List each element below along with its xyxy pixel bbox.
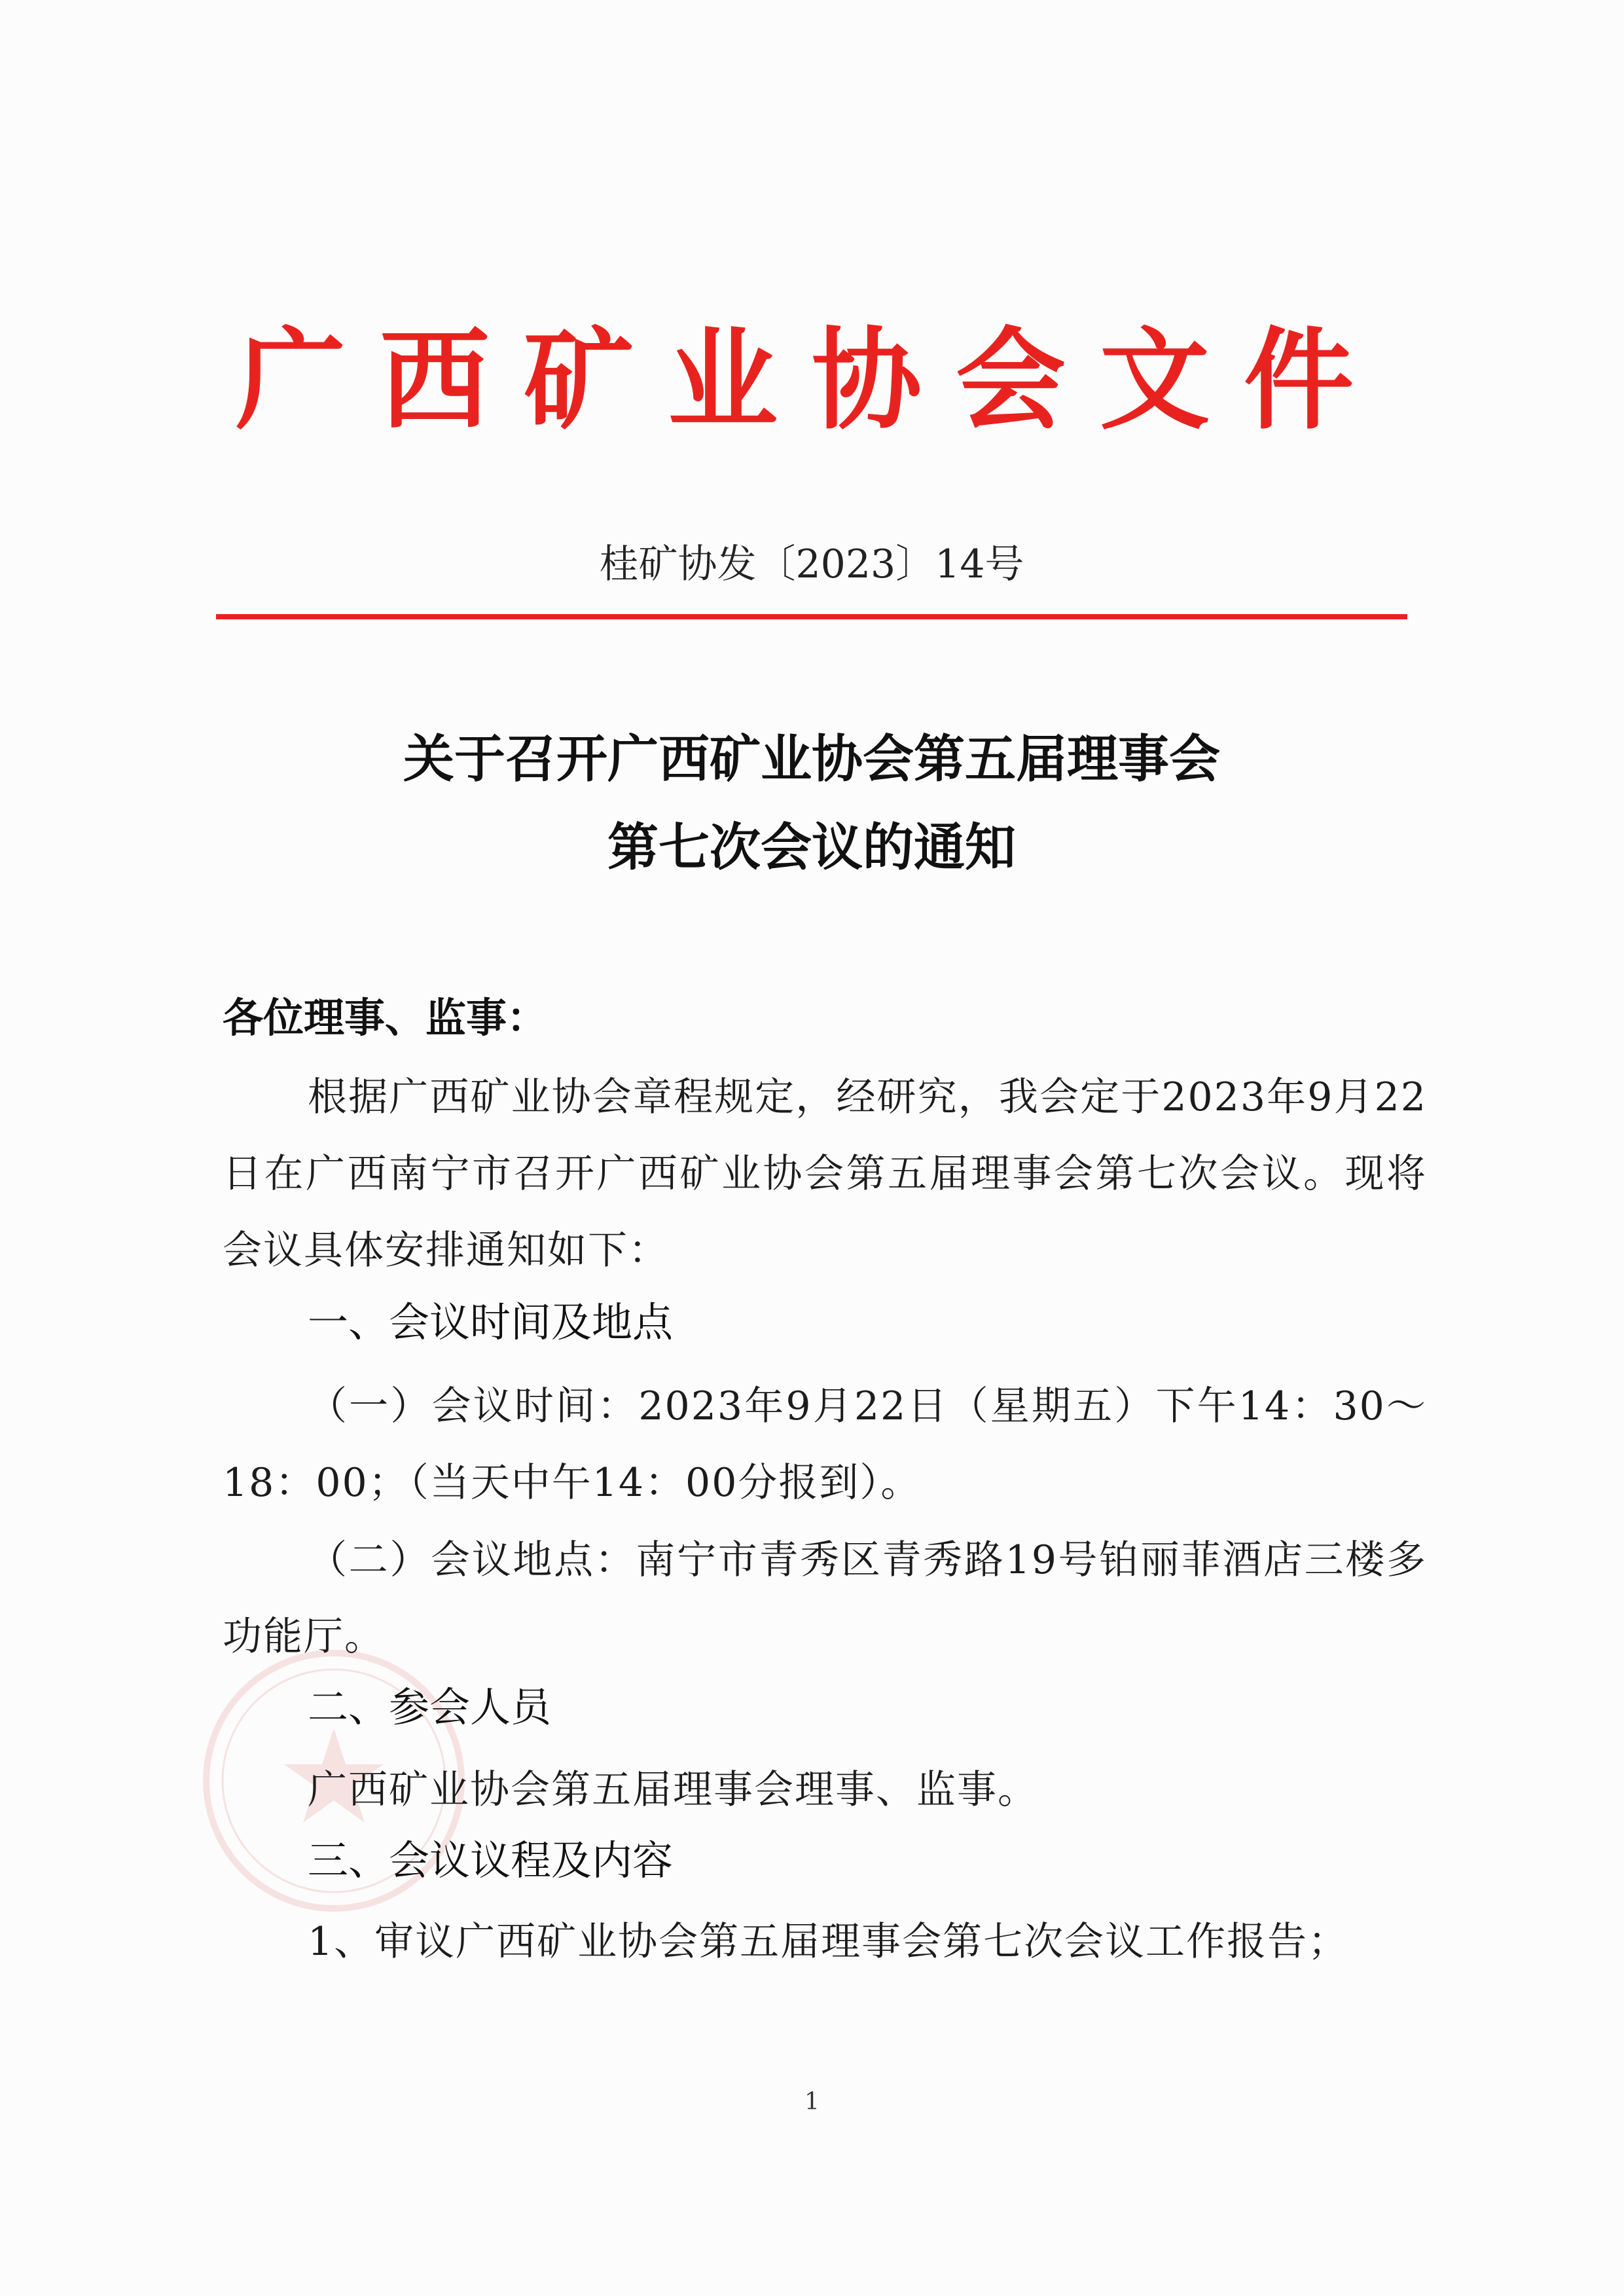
attendees-paragraph: 广西矿业协会第五届理事会理事、监事。 bbox=[308, 1767, 1038, 1813]
meeting-time-item: （一）会议时间：2023年9月22日（星期五）下午14：30～18：00；（当天中午14：00分报到）。 bbox=[223, 1383, 1427, 1506]
document-number: 桂矿协发〔2023〕14号 bbox=[599, 541, 1024, 587]
notice-title-line-1: 关于召开广西矿业协会第五届理事会 bbox=[403, 730, 1220, 789]
meeting-place-item: （二）会议地点：南宁市青秀区青秀路19号铂丽菲酒店三楼多功能厅。 bbox=[223, 1537, 1427, 1660]
red-divider-line bbox=[216, 614, 1407, 619]
section-heading-attendees: 二、参会人员 bbox=[308, 1683, 552, 1731]
page-number: 1 bbox=[804, 2088, 820, 2115]
notice-title-line-2: 第七次会议的通知 bbox=[607, 818, 1016, 877]
section-heading-agenda: 三、会议议程及内容 bbox=[308, 1836, 674, 1884]
issuing-organization-title: 广西矿业协会文件 bbox=[236, 315, 1388, 445]
salutation: 各位理事、监事： bbox=[223, 994, 548, 1042]
intro-paragraph: 根据广西矿业协会章程规定，经研究，我会定于2023年9月22日在广西南宁市召开广西矿业协会第五届理事会第七次会议。现将会议具体安排通知如下： bbox=[223, 1074, 1427, 1273]
section-heading-time-place: 一、会议时间及地点 bbox=[308, 1298, 674, 1346]
agenda-item-1: 1、审议广西矿业协会第五届理事会第七次会议工作报告； bbox=[308, 1919, 1349, 1965]
